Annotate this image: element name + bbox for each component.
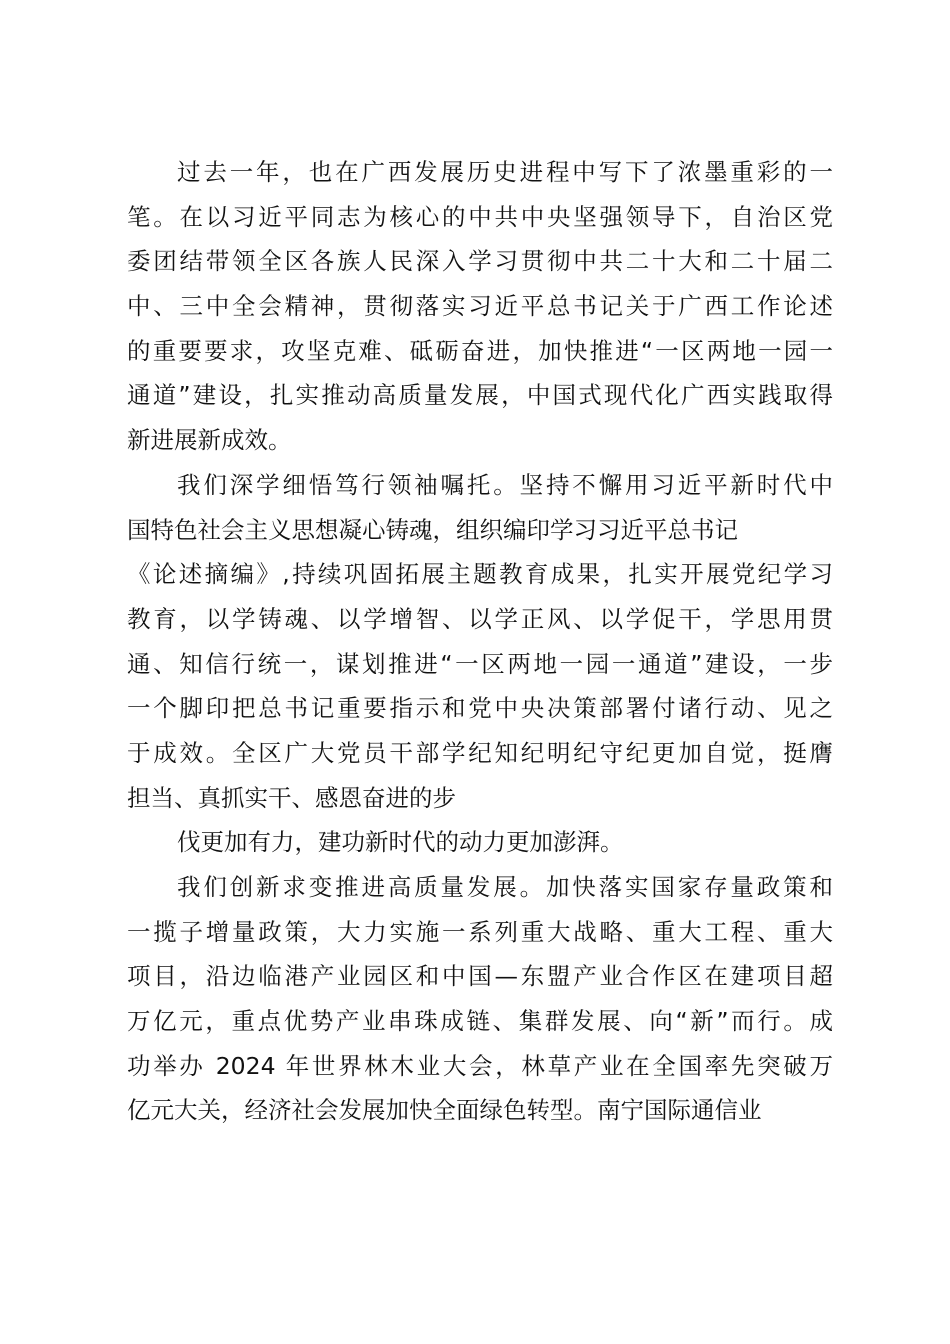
text-line: 万亿元，重点优势产业串珠成链、集群发展、向“新”而行。成 [127,1007,833,1036]
text-line: 通道”建设，扎实推动高质量发展，中国式现代化广西实践取得 [127,381,833,410]
text-line: 教育，以学铸魂、以学增智、以学正风、以学促干，学思用贯 [127,604,833,633]
text-line: 功举办 2024 年世界林木业大会，林草产业在全国率先突破万 [127,1051,833,1080]
text-line: 过去一年，也在广西发展历史进程中写下了浓墨重彩的一 [177,158,833,186]
body-text [127,150,833,1133]
text-line: 委团结带领全区各族人民深入学习贯彻中共二十大和二十届二 [127,247,833,276]
text-line: 我们深学细悟笃行领袖嘱托。坚持不懈用习近平新时代中 [177,470,833,499]
text-line: 我们创新求变推进高质量发展。加快落实国家存量政策和 [177,873,833,901]
text-line: 国特色社会主义思想凝心铸魂，组织编印学习习近平总书记 [127,515,738,544]
text-line: 于成效。全区广大党员干部学纪知纪明纪守纪更加自觉，挺膺 [127,738,833,767]
text-line: 笔。在以习近平同志为核心的中共中央坚强领导下，自治区党 [127,202,833,231]
text-line: 《论述摘编》,持续巩固拓展主题教育成果，扎实开展党纪学习 [127,560,833,589]
text-line: 担当、真抓实干、感恩奋进的步 [127,783,456,812]
text-line: 一个脚印把总书记重要指示和党中央决策部署付诸行动、见之 [127,694,833,723]
text-line: 伐更加有力，建功新时代的动力更加澎湃。 [177,828,624,857]
text-line: 项目，沿边临港产业园区和中国—东盟产业合作区在建项目超 [127,962,833,991]
text-line: 亿元大关，经济社会发展加快全面绿色转型。南宁国际通信业 [127,1096,762,1125]
text-line: 一揽子增量政策，大力实施一系列重大战略、重大工程、重大 [127,917,833,946]
text-line: 中、三中全会精神，贯彻落实习近平总书记关于广西工作论述 [127,292,833,321]
text-line: 的重要要求，攻坚克难、砥砺奋进，加快推进“一区两地一园一 [127,336,833,365]
text-line: 通、知信行统一，谋划推进“一区两地一园一通道”建设，一步 [127,649,833,678]
text-line: 新进展新成效。 [127,426,292,455]
